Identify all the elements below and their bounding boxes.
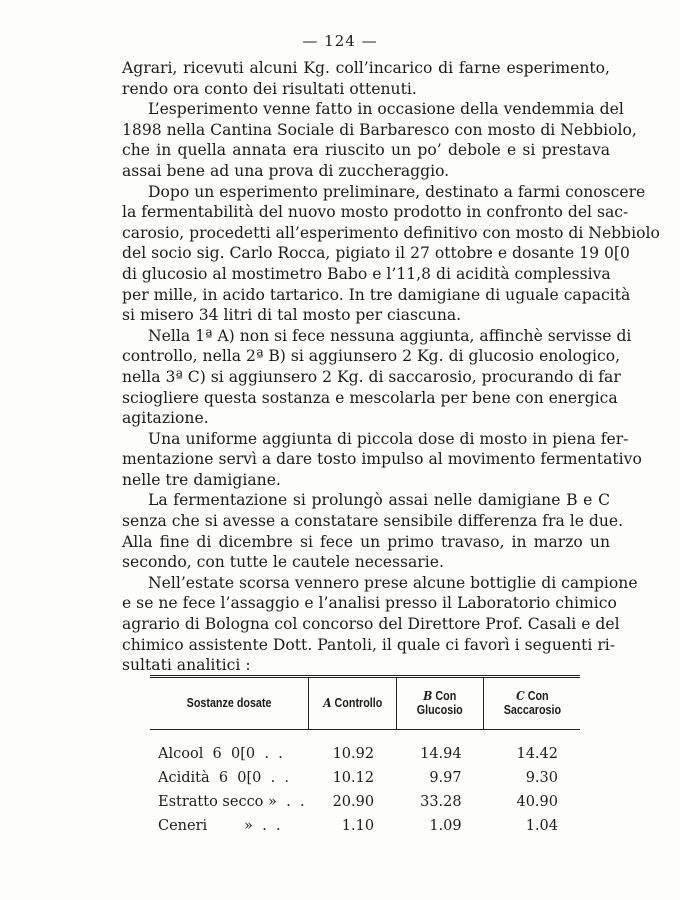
text-line: assai bene ad una prova di zuccheraggio. xyxy=(122,161,450,180)
text-line: L’esperimento venne fatto in occasione della vendemmia del xyxy=(148,100,624,119)
row-label: Alcool 6 0[0 . . xyxy=(158,746,283,762)
row-label: Estratto secco » . . xyxy=(158,794,305,810)
text-line: che in quella annata era riuscito un po’ debole e si prestava xyxy=(122,141,610,160)
table-row xyxy=(150,730,580,767)
text-line: mentazione servì a dare tosto impulso al movimento fermentativo xyxy=(122,450,642,469)
header-label: Con Saccarosio xyxy=(503,689,561,717)
text-line: senza che si avesse a constatare sensibile differenza fra le due. xyxy=(122,512,624,531)
text-line: Agrari, ricevuti alcuni Kg. coll’incarico di farne esperimento, xyxy=(122,59,610,77)
text-line: sciogliere questa sostanza e mescolarla per bene con energica xyxy=(122,388,618,407)
cell-glucosio: 1.09 xyxy=(429,818,462,834)
row-label: Acidità 6 0[0 . . xyxy=(158,770,290,786)
text-line: agitazione. xyxy=(122,409,209,428)
table-row xyxy=(150,814,580,838)
header-saccarosio xyxy=(490,677,573,730)
cell-controllo: 10.12 xyxy=(332,770,375,786)
text-line: rendo ora conto dei risultati ottenuti. xyxy=(122,79,417,98)
text-line: controllo, nella 2ª B) si aggiunsero 2 Kg. di glucosio enologico, xyxy=(122,347,621,366)
cell-glucosio: 9.97 xyxy=(429,770,462,786)
cell-glucosio: 33.28 xyxy=(420,794,462,810)
table-row xyxy=(150,790,580,814)
table-row xyxy=(150,766,580,790)
cell-saccarosio: 1.04 xyxy=(525,818,558,834)
header-label: Controllo xyxy=(334,696,382,710)
table-header-row xyxy=(150,677,580,730)
cell-saccarosio: 40.90 xyxy=(516,794,558,810)
text-line: di glucosio al mostimetro Babo e l’11,8 di acidità complessiva xyxy=(122,264,611,283)
text-line: nelle tre damigiane. xyxy=(122,470,281,489)
cell-glucosio: 14.94 xyxy=(420,746,462,762)
text-line: Nell’estate scorsa vennero prese alcune bottiglie di campione xyxy=(148,573,638,592)
cell-controllo: 1.10 xyxy=(341,818,375,834)
cell-saccarosio: 9.30 xyxy=(525,770,558,786)
text-line: Alla fine di dicembre si fece un primo travaso, in marzo un xyxy=(122,532,610,551)
cell-controllo: 20.90 xyxy=(332,794,375,810)
header-letter: A xyxy=(322,695,332,710)
text-line: per mille, in acido tartarico. In tre damigiane di uguale capacità xyxy=(122,285,631,304)
text-line: 1898 nella Cantina Sociale di Barbaresco con mosto di Nebbiolo, xyxy=(122,120,637,139)
text-line: Una uniforme aggiunta di piccola dose di mosto in piena fer- xyxy=(148,429,629,448)
text-line: la fermentabilità del nuovo mosto prodotto in confronto del sac- xyxy=(122,203,629,222)
text-line: si misero 34 litri di tal mosto per ciascuna. xyxy=(122,306,462,325)
text-line: e se ne fece l’assaggio e l’analisi presso il Laboratorio chimico xyxy=(122,594,617,613)
header-glucosio xyxy=(402,677,477,730)
text-line: Nella 1ª A) non si fece nessuna aggiunta, affinchè servisse di xyxy=(148,326,632,345)
text-line: carosio, procedetti all’esperimento definitivo con mosto di Nebbiolo xyxy=(122,223,660,242)
page-number: — 124 — xyxy=(302,32,378,50)
text-line: sultati analitici : xyxy=(122,656,251,675)
header-label: Con Glucosio xyxy=(416,689,463,717)
text-line: agrario di Bologna col concorso del Direttore Prof. Casali e del xyxy=(122,615,620,634)
header-letter: C xyxy=(515,688,525,703)
text-line: del socio sig. Carlo Rocca, pigiato il 27 ottobre e dosante 19 0[0 xyxy=(122,244,630,263)
header-substance: Sostanze dosate xyxy=(161,677,297,730)
cell-saccarosio: 14.42 xyxy=(516,746,558,762)
text-line: Dopo un esperimento preliminare, destinato a farmi conoscere xyxy=(148,182,646,201)
header-controllo xyxy=(315,677,390,730)
text-line: La fermentazione si prolungò assai nelle damigiane B e C xyxy=(148,491,610,510)
analysis-table xyxy=(150,675,580,838)
row-label: Ceneri » . . xyxy=(158,818,281,834)
body-text xyxy=(122,58,660,676)
text-line: nella 3ª C) si aggiunsero 2 Kg. di saccarosio, procurando di far xyxy=(122,367,621,386)
text-line: secondo, con tutte le cautele necessarie. xyxy=(122,553,444,572)
text-line: chimico assistente Dott. Pantoli, il quale ci favorì i seguenti ri- xyxy=(122,635,616,654)
cell-controllo: 10.92 xyxy=(332,746,375,762)
header-letter: B xyxy=(423,688,433,703)
